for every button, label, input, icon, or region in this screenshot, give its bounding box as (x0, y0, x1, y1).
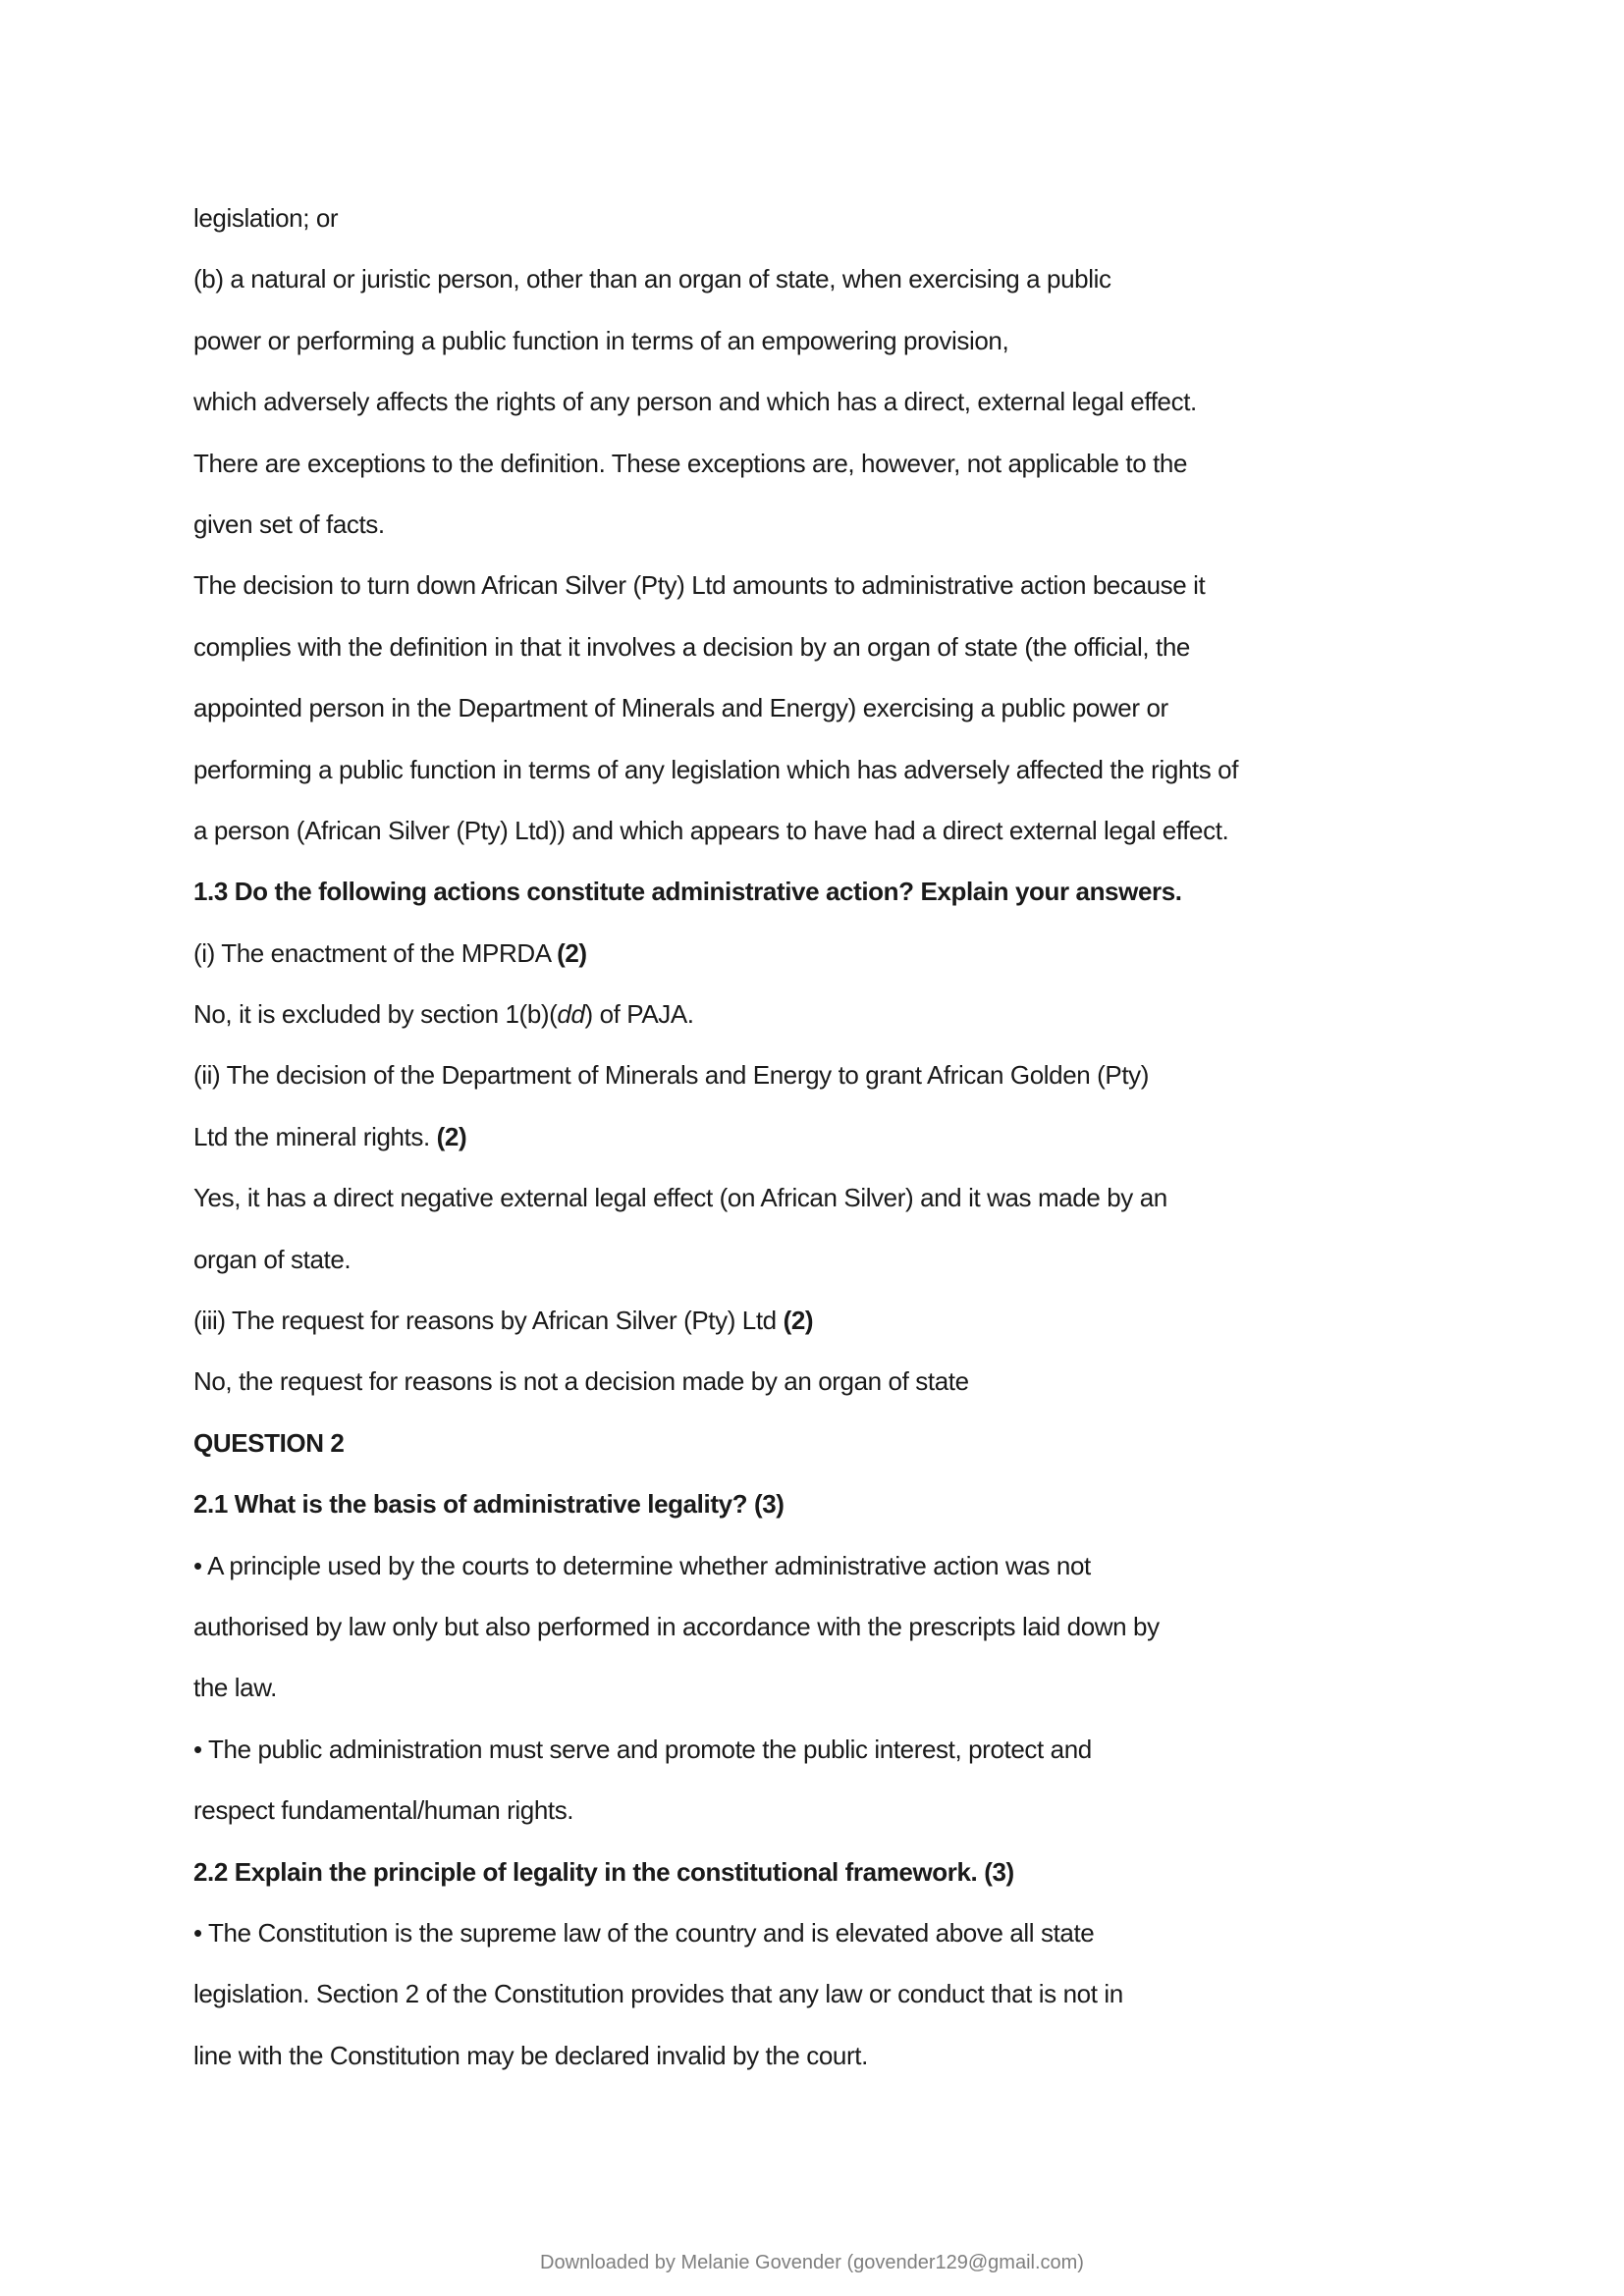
text-line (193, 1106, 1460, 1167)
text-run: No, the request for reasons is not a decision made by an organ of state (193, 1366, 969, 1397)
text-line (193, 1351, 1460, 1412)
text-run: The decision to turn down African Silver (Pty) Ltd amounts to administrative action because it (193, 570, 1206, 601)
text-line (193, 2025, 1460, 2086)
text-line (193, 984, 1460, 1044)
text-run: (2) (436, 1121, 467, 1151)
text-line (193, 1290, 1460, 1351)
text-run: appointed person in the Department of Minerals and Energy) exercising a public power or (193, 693, 1168, 723)
text-line (193, 677, 1460, 738)
text-run: legislation. Section 2 of the Constitution provides that any law or conduct that is not in (193, 1979, 1123, 2009)
text-line (193, 310, 1460, 371)
text-run: respect fundamental/human rights. (193, 1795, 574, 1826)
text-line (193, 1229, 1460, 1290)
text-line (193, 1963, 1460, 2024)
text-run: line with the Constitution may be declared invalid by the court. (193, 2040, 868, 2070)
text-line (193, 1596, 1460, 1657)
text-run: Ltd the mineral rights. (193, 1121, 437, 1151)
text-line (193, 1473, 1460, 1534)
text-line (193, 800, 1460, 861)
text-run: Yes, it has a direct negative external legal effect (on African Silver) and it was made by an (193, 1183, 1167, 1213)
text-run: (ii) The decision of the Department of Minerals and Energy to grant African Golden (Pty) (193, 1060, 1150, 1091)
text-run: (iii) The request for reasons by African Silver (Pty) Ltd (193, 1306, 784, 1336)
text-run: 2.1 What is the basis of administrative legality? (3) (193, 1489, 785, 1520)
download-attribution-footer: Downloaded by Melanie Govender (govender129@gmail.com) (540, 2252, 1084, 2273)
text-line (193, 1719, 1460, 1780)
text-line (193, 433, 1460, 494)
text-line (193, 1167, 1460, 1228)
text-line (193, 1902, 1460, 1963)
text-run: the law. (193, 1673, 277, 1703)
text-line (193, 739, 1460, 800)
text-line (193, 1535, 1460, 1596)
document-body-text (193, 187, 1460, 2086)
text-line (193, 555, 1460, 615)
text-line (193, 1780, 1460, 1841)
text-run: power or performing a public function in terms of an empowering provision, (193, 325, 1009, 355)
text-line (193, 1044, 1460, 1105)
text-run: organ of state. (193, 1244, 352, 1274)
text-line (193, 494, 1460, 555)
text-run: legislation; or (193, 203, 339, 233)
text-run: complies with the definition in that it involves a decision by an organ of state (the official, the (193, 631, 1190, 662)
text-run: • A principle used by the courts to determine whether administrative action was not (193, 1550, 1091, 1580)
text-run: which adversely affects the rights of any person and which has a direct, external legal effect. (193, 387, 1197, 417)
text-line (193, 371, 1460, 432)
text-line (193, 248, 1460, 309)
text-run: There are exceptions to the definition. These exceptions are, however, not applicable to the (193, 448, 1188, 478)
text-run: performing a public function in terms of any legislation which has adversely affected the rights of (193, 754, 1239, 784)
text-line (193, 861, 1460, 922)
text-run: a person (African Silver (Pty) Ltd)) and which appears to have had a direct external legal effect. (193, 815, 1229, 845)
text-run: ) of PAJA. (584, 999, 694, 1030)
text-run: • The public administration must serve and promote the public interest, protect and (193, 1734, 1092, 1764)
text-run: authorised by law only but also performed in accordance with the prescripts laid down by (193, 1611, 1160, 1641)
text-run: 2.2 Explain the principle of legality in the constitutional framework. (3) (193, 1856, 1014, 1887)
text-run: (2) (783, 1306, 814, 1336)
text-run: dd (557, 999, 585, 1030)
text-line (193, 616, 1460, 677)
text-line (193, 923, 1460, 984)
text-run: (b) a natural or juristic person, other than an organ of state, when exercising a public (193, 264, 1111, 294)
text-run: QUESTION 2 (193, 1427, 345, 1458)
text-line (193, 187, 1460, 248)
text-run: (i) The enactment of the MPRDA (193, 937, 558, 968)
text-run: • The Constitution is the supreme law of the country and is elevated above all state (193, 1917, 1095, 1948)
text-run: given set of facts. (193, 508, 385, 539)
text-run: 1.3 Do the following actions constitute administrative action? Explain your answers. (193, 877, 1182, 907)
text-line (193, 1413, 1460, 1473)
text-run: (2) (557, 937, 587, 968)
text-run: No, it is excluded by section 1(b)( (193, 999, 558, 1030)
text-line (193, 1657, 1460, 1718)
text-line (193, 1842, 1460, 1902)
